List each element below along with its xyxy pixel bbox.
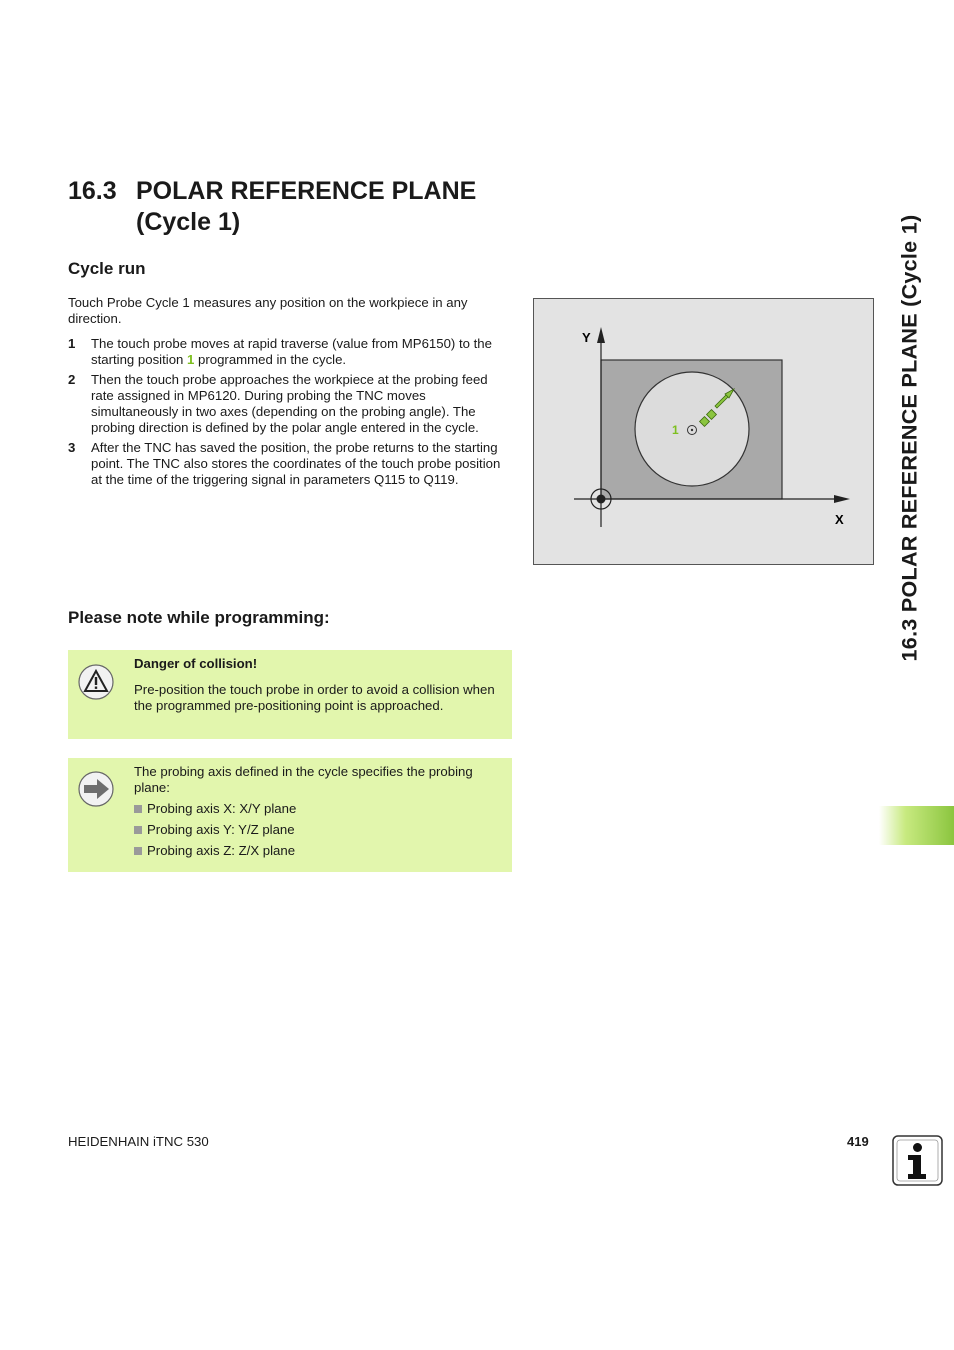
chapter-side-tab bbox=[880, 183, 940, 693]
step-text: After the TNC has saved the position, the probe returns to the starting point. The TNC also stores the coordinates of the touch probe position at the time of the triggering signal in parameters Q115 to Q119. bbox=[91, 440, 501, 487]
info-text: The probing axis defined in the cycle specifies the probing plane: bbox=[134, 764, 473, 795]
list-item: Probing axis Y: Y/Z plane bbox=[134, 822, 504, 838]
warning-title: Danger of collision! bbox=[134, 656, 258, 671]
x-axis-arrowhead bbox=[834, 495, 850, 503]
arrow-right-icon bbox=[78, 771, 114, 807]
step-text: Then the touch probe approaches the workpiece at the probing feed rate assigned in MP6120. During probing the TNC moves simultaneously in two axes (depending on the probing angle). The probing direction is defined by the polar angle entered in the cycle. bbox=[91, 372, 488, 435]
step-item bbox=[68, 372, 513, 436]
cycle-run-intro: Touch Probe Cycle 1 measures any position on the workpiece in any direction. bbox=[68, 295, 468, 326]
x-axis-label: X bbox=[835, 512, 844, 527]
warning-note bbox=[68, 650, 512, 739]
y-axis-label: Y bbox=[582, 330, 591, 345]
info-note bbox=[68, 758, 512, 872]
footer-product: HEIDENHAIN iTNC 530 bbox=[68, 1134, 209, 1149]
title-line-2: (Cycle 1) bbox=[136, 208, 241, 236]
page-number: 419 bbox=[847, 1134, 869, 1149]
step-item bbox=[68, 336, 513, 368]
y-axis-arrowhead bbox=[597, 327, 605, 343]
chapter-marker-bar bbox=[879, 806, 954, 845]
section-number: 16.3 bbox=[68, 177, 117, 205]
info-icon bbox=[892, 1135, 943, 1186]
cycle-run-steps bbox=[68, 336, 513, 492]
side-tab-label: 16.3 POLAR REFERENCE PLANE (Cycle 1) bbox=[897, 214, 922, 662]
notes-heading: Please note while programming: bbox=[68, 608, 330, 627]
step-number: 2 bbox=[68, 372, 76, 387]
step-number: 1 bbox=[68, 336, 76, 351]
list-item: Probing axis Z: Z/X plane bbox=[134, 843, 504, 859]
warning-text: Pre-position the touch probe in order to avoid a collision when the programmed pre-positioning point is approached. bbox=[134, 682, 495, 713]
cycle-run-heading: Cycle run bbox=[68, 259, 146, 278]
list-item: Probing axis X: X/Y plane bbox=[134, 801, 504, 817]
warning-triangle-icon bbox=[78, 664, 114, 700]
start-point-label: 1 bbox=[672, 423, 679, 437]
start-position-ref: 1 bbox=[187, 352, 195, 367]
page-title bbox=[68, 176, 476, 238]
title-line-1: POLAR REFERENCE PLANE bbox=[136, 177, 477, 205]
polar-probing-figure bbox=[533, 298, 874, 565]
figure-drawing bbox=[534, 299, 875, 566]
step-item bbox=[68, 440, 513, 488]
step-text: The touch probe moves at rapid traverse (value from MP6150) to the starting position 1 programmed in the cycle. bbox=[91, 336, 492, 367]
step-number: 3 bbox=[68, 440, 76, 455]
